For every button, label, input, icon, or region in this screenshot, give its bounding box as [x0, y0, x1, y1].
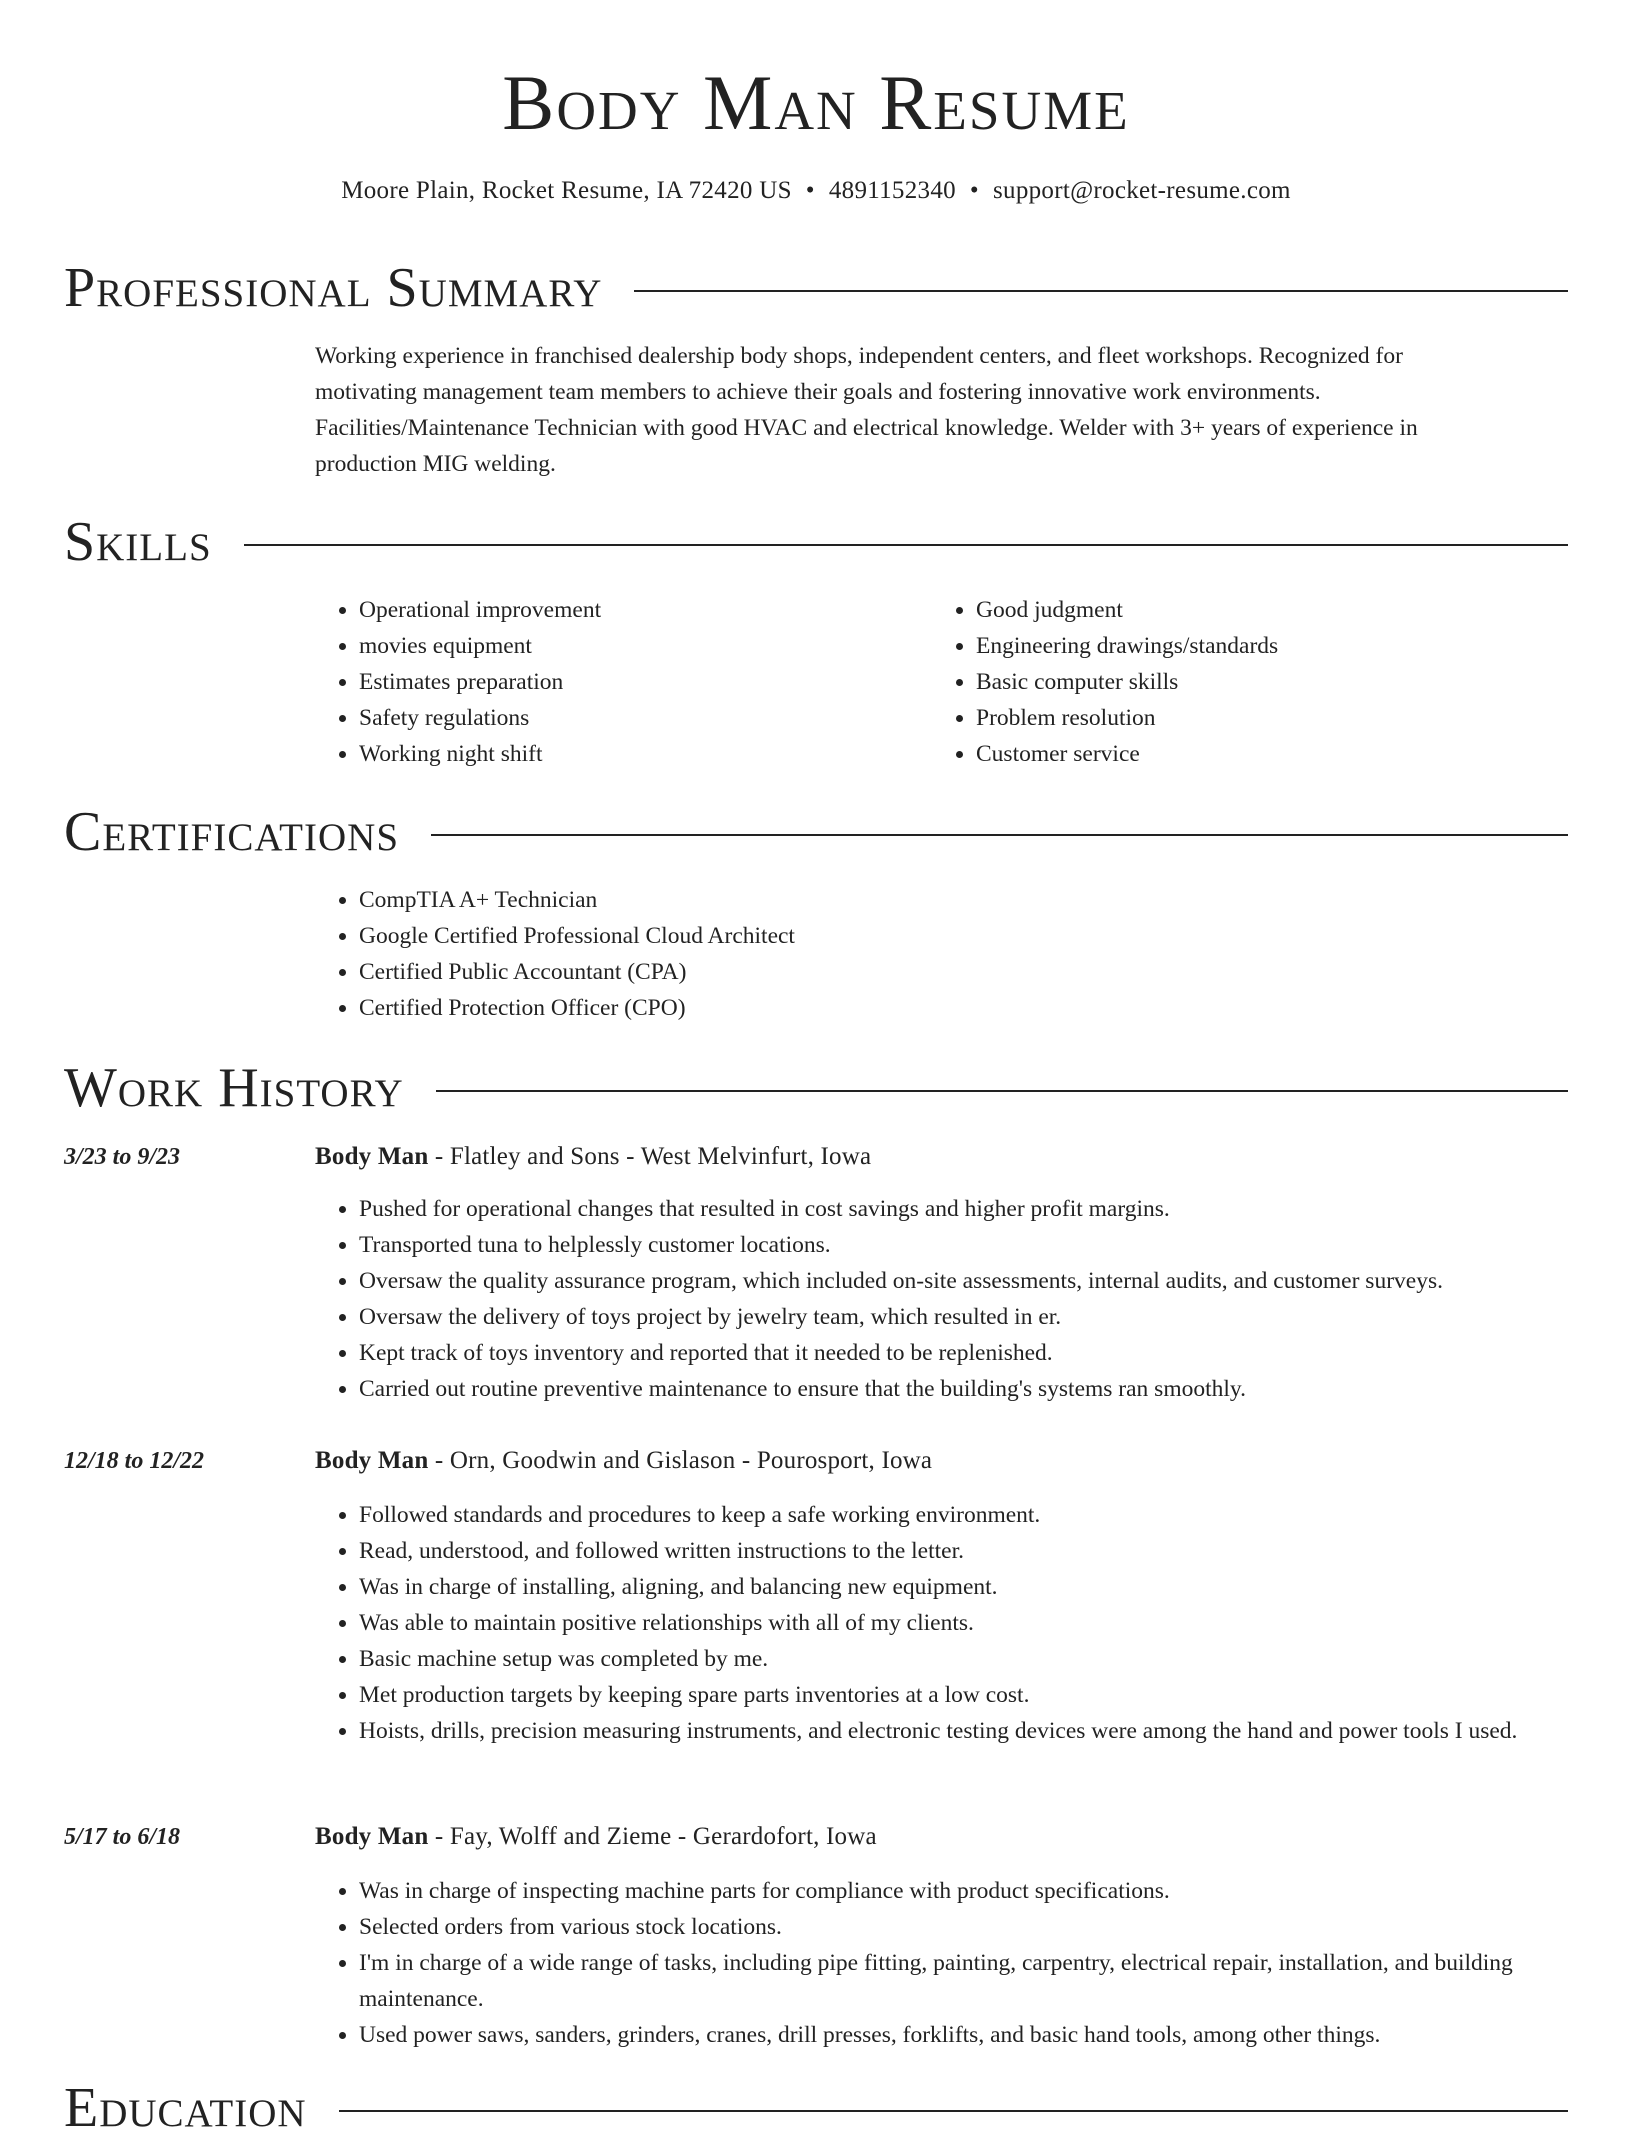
section-divider	[431, 834, 1568, 836]
certification-item: • Google Certified Professional Cloud Architect	[359, 918, 1559, 954]
job-bullet: • Transported tuna to helplessly customer locations.	[359, 1227, 1579, 1263]
section-divider	[244, 544, 1568, 546]
job-bullet: • Hoists, drills, precision measuring instruments, and electronic testing devices were among the hand and power tools I used.	[359, 1713, 1579, 1749]
job-bullets	[315, 1497, 1579, 1749]
certification-item: • Certified Protection Officer (CPO)	[359, 990, 1559, 1026]
skill-item: • Basic computer skills	[976, 664, 1576, 700]
section-header-certifications	[64, 799, 1568, 865]
job-bullet: • Read, understood, and followed written instructions to the letter.	[359, 1533, 1579, 1569]
job-bullet: • Pushed for operational changes that resulted in cost savings and higher profit margins.	[359, 1191, 1579, 1227]
summary-line: production MIG welding.	[315, 451, 556, 477]
job-heading	[315, 1819, 877, 1855]
job-bullet: • Kept track of toys inventory and reported that it needed to be replenished.	[359, 1335, 1579, 1371]
job-bullet: • Met production targets by keeping spare parts inventories at a low cost.	[359, 1677, 1579, 1713]
skill-item: • Engineering drawings/standards	[976, 628, 1576, 664]
job-bullet: • Was in charge of installing, aligning, and balancing new equipment.	[359, 1569, 1579, 1605]
job-bullet: • Was in charge of inspecting machine parts for compliance with product specifications.	[359, 1873, 1579, 1909]
contact-phone: 4891152340	[828, 177, 956, 204]
contact-email: support@rocket-resume.com	[992, 177, 1291, 204]
contact-address: Moore Plain, Rocket Resume, IA 72420 US	[341, 177, 792, 204]
summary-line: motivating management team members to achieve their goals and fostering innovative work environments.	[315, 379, 1321, 405]
skill-item: • Problem resolution	[976, 700, 1576, 736]
section-title-skills: Skills	[64, 511, 212, 573]
job-title: Body Man	[315, 1447, 429, 1474]
job-bullets	[315, 1191, 1579, 1407]
job-dates: 3/23 to 9/23	[64, 1144, 181, 1170]
skill-item: • Estimates preparation	[359, 664, 919, 700]
contact-separator: •	[969, 177, 979, 204]
job-dates: 5/17 to 6/18	[64, 1824, 181, 1850]
job-company: - Fay, Wolff and Zieme - Gerardofort, Iowa	[428, 1823, 877, 1850]
job-title: Body Man	[315, 1823, 429, 1850]
skill-item: • Good judgment	[976, 592, 1576, 628]
summary-text	[315, 338, 1505, 482]
job-bullet: • Was able to maintain positive relationships with all of my clients.	[359, 1605, 1579, 1641]
section-header-work-history	[64, 1055, 1568, 1121]
skills-list-left	[315, 592, 919, 772]
skill-item: • Customer service	[976, 736, 1576, 772]
job-bullet: • Basic machine setup was completed by me.	[359, 1641, 1579, 1677]
section-title-certifications: Certifications	[64, 801, 400, 863]
section-header-education	[64, 2075, 1568, 2141]
job-company: - Flatley and Sons - West Melvinfurt, Iowa	[428, 1143, 872, 1170]
job-title: Body Man	[315, 1143, 429, 1170]
section-title-education: Education	[64, 2077, 307, 2139]
job-bullets	[315, 1873, 1579, 2053]
job-dates: 12/18 to 12/22	[64, 1448, 205, 1474]
resume-title: Body Man Resume	[502, 59, 1130, 146]
section-header-summary	[64, 255, 1568, 321]
skill-item: • Operational improvement	[359, 592, 919, 628]
contact-line	[0, 174, 1632, 208]
summary-line: Facilities/Maintenance Technician with good HVAC and electrical knowledge. Welder with 3+ years of experience in	[315, 415, 1418, 441]
section-title-work-history: Work History	[64, 1057, 404, 1119]
job-heading	[315, 1443, 932, 1479]
section-divider	[634, 290, 1568, 292]
job-bullet: • Used power saws, sanders, grinders, cranes, drill presses, forklifts, and basic hand tools, among other things.	[359, 2017, 1579, 2053]
skill-item: • movies equipment	[359, 628, 919, 664]
section-title-summary: Professional Summary	[64, 257, 603, 319]
certifications-list	[315, 882, 1559, 1026]
job-company: - Orn, Goodwin and Gislason - Pourosport, Iowa	[428, 1447, 933, 1474]
job-bullet: • I'm in charge of a wide range of tasks, including pipe fitting, painting, carpentry, electrical repair, installation, and building maintenance.	[359, 1945, 1579, 2017]
job-bullet: • Oversaw the delivery of toys project by jewelry team, which resulted in er.	[359, 1299, 1579, 1335]
job-bullet: • Selected orders from various stock locations.	[359, 1909, 1579, 1945]
job-bullet: • Followed standards and procedures to keep a safe working environment.	[359, 1497, 1579, 1533]
skill-item: • Safety regulations	[359, 700, 919, 736]
certification-item: • Certified Public Accountant (CPA)	[359, 954, 1559, 990]
section-header-skills	[64, 509, 1568, 575]
summary-line: Working experience in franchised dealership body shops, independent centers, and fleet workshops. Recognized for	[315, 343, 1403, 369]
job-bullet: • Carried out routine preventive maintenance to ensure that the building's systems ran smoothly.	[359, 1371, 1579, 1407]
skills-list-right	[932, 592, 1576, 772]
contact-separator: •	[805, 177, 815, 204]
job-heading	[315, 1139, 871, 1175]
job-bullet: • Oversaw the quality assurance program, which included on-site assessments, internal audits, and customer surveys.	[359, 1263, 1579, 1299]
skill-item: • Working night shift	[359, 736, 919, 772]
certification-item: • CompTIA A+ Technician	[359, 882, 1559, 918]
section-divider	[436, 1090, 1568, 1092]
